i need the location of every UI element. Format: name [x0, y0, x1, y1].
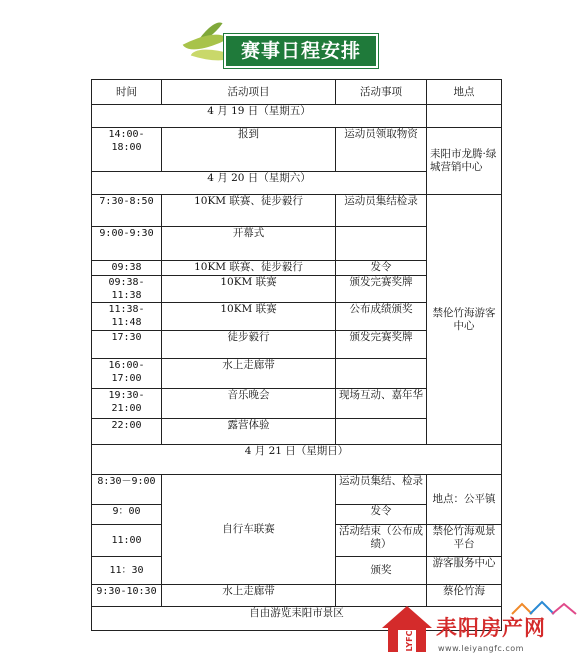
place-cell: 耒阳市龙腾·绿城营销中心: [427, 128, 502, 195]
day-label: 4 月 21 日（星期日）: [92, 445, 502, 475]
page-title: 赛事日程安排: [224, 34, 378, 68]
item-cell: 运动员领取物资: [336, 128, 427, 172]
item-cell: 发令: [336, 261, 427, 276]
table-header-row: [92, 80, 502, 105]
project-cell: 开幕式: [162, 227, 336, 261]
place-cell: 地点：公平镇: [427, 475, 502, 525]
project-cell: 音乐晚会: [162, 389, 336, 419]
project-cell: 水上走廊带: [162, 359, 336, 389]
time-cell: 16:00-17:00: [92, 359, 162, 389]
header-place: 地点: [427, 80, 502, 105]
item-cell: 颁发完赛奖牌: [336, 276, 427, 303]
time-cell: 11：30: [92, 557, 162, 585]
time-cell: 09:38-11:38: [92, 276, 162, 303]
project-cell: 露营体验: [162, 419, 336, 445]
place-cell: 禁伦竹海观景平台: [427, 525, 502, 557]
project-cell: 水上走廊带: [162, 585, 336, 607]
schedule-table: [91, 79, 502, 631]
watermark-brand: 耒阳房产网: [436, 616, 546, 640]
project-cell: 10KM 联赛、徒步毅行: [162, 261, 336, 276]
project-cell: 10KM 联赛、徒步毅行: [162, 195, 336, 227]
time-cell: 11:00: [92, 525, 162, 557]
day-row: [92, 445, 502, 475]
item-cell: 活动结束（公布成绩）: [336, 525, 427, 557]
table-row: [92, 475, 502, 505]
time-cell: 19:30-21:00: [92, 389, 162, 419]
item-cell: [336, 359, 427, 389]
watermark: [380, 598, 580, 660]
logo-text: LYFC: [405, 630, 414, 652]
time-cell: 11:38-11:48: [92, 303, 162, 331]
place-cell: 蔡伦竹海: [427, 585, 502, 607]
time-cell: 9:00-9:30: [92, 227, 162, 261]
day-label: 4 月 20 日（星期六）: [92, 172, 427, 195]
time-cell: 17:30: [92, 331, 162, 359]
day-label: 4 月 19 日（星期五）: [92, 105, 427, 128]
table-row: [92, 195, 502, 227]
time-cell: 7:30-8:50: [92, 195, 162, 227]
item-cell: 公布成绩颁奖: [336, 303, 427, 331]
item-cell: [336, 419, 427, 445]
project-cell: 徒步毅行: [162, 331, 336, 359]
footer-cell: 自由游览耒阳市景区: [92, 607, 502, 631]
project-cell: 10KM 联赛: [162, 276, 336, 303]
table-row: [92, 128, 502, 172]
time-cell: 09:38: [92, 261, 162, 276]
day-row: [92, 105, 502, 128]
time-cell: 14:00-18:00: [92, 128, 162, 172]
header-time: 时间: [92, 80, 162, 105]
project-cell: 自行车联赛: [162, 475, 336, 585]
time-cell: 22:00: [92, 419, 162, 445]
header-project: 活动项目: [162, 80, 336, 105]
item-cell: 颁发完赛奖牌: [336, 331, 427, 359]
house-logo-icon: [380, 604, 434, 654]
time-cell: 8:30－9:00: [92, 475, 162, 505]
time-cell: 9：00: [92, 505, 162, 525]
project-cell: 10KM 联赛: [162, 303, 336, 331]
item-cell: 现场互动、嘉年华: [336, 389, 427, 419]
watermark-url: www.leiyangfc.com: [438, 644, 524, 653]
project-cell: 报到: [162, 128, 336, 172]
empty-cell: [427, 105, 502, 128]
item-cell: [336, 227, 427, 261]
header-item: 活动事项: [336, 80, 427, 105]
item-cell: 发令: [336, 505, 427, 525]
title-banner: [184, 22, 394, 68]
time-cell: 9:30-10:30: [92, 585, 162, 607]
item-cell: 颁奖: [336, 557, 427, 585]
place-cell: 游客服务中心: [427, 557, 502, 585]
item-cell: 运动员集结检录: [336, 195, 427, 227]
place-cell: 禁伦竹海游客中心: [427, 195, 502, 445]
item-cell: 运动员集结、检录: [336, 475, 427, 505]
